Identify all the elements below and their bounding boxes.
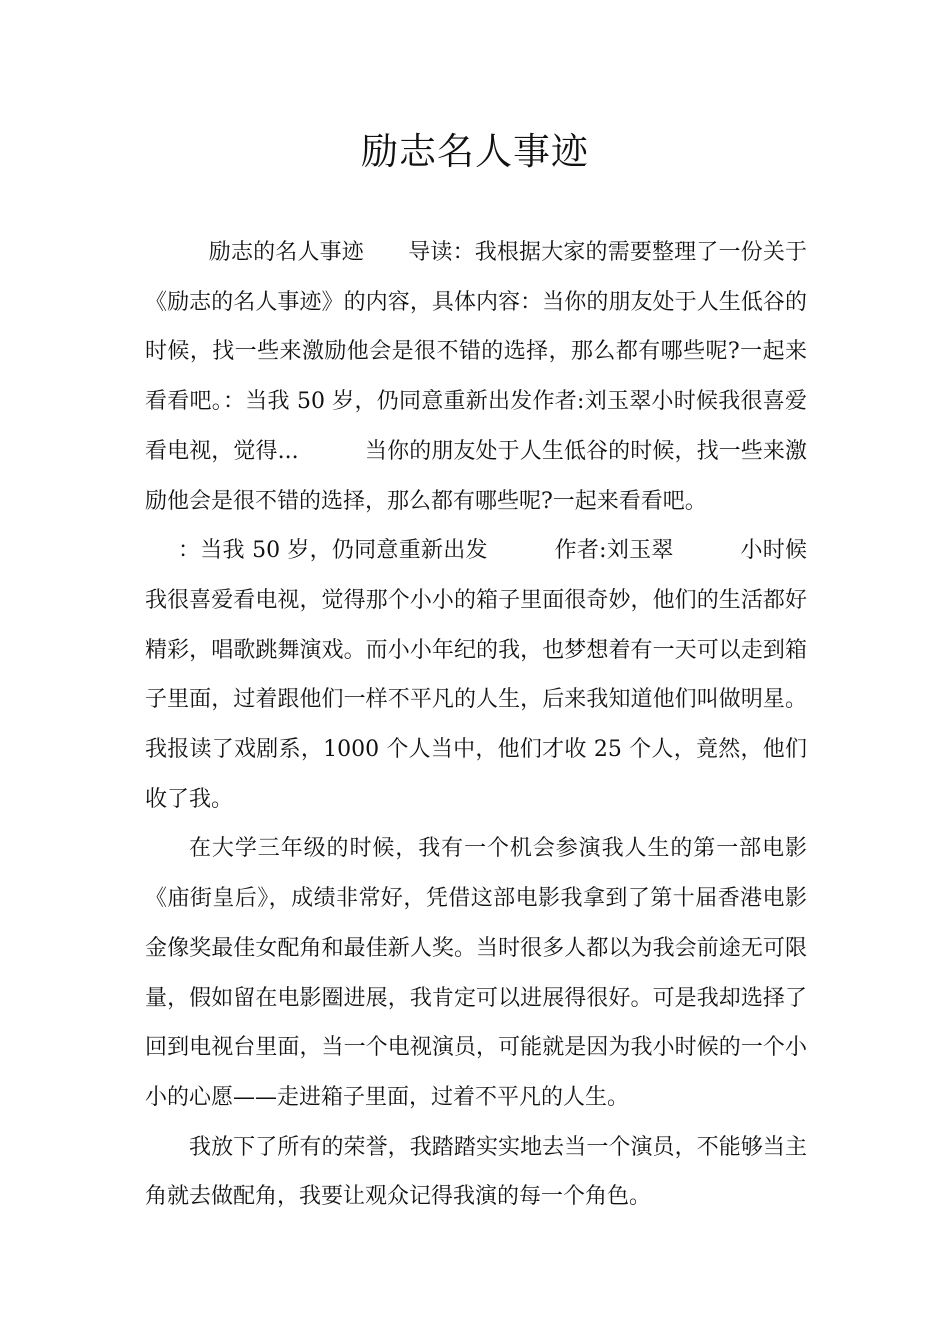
paragraph-university: 在大学三年级的时候，我有一个机会参演我人生的第一部电影《庙街皇后》，成绩非常好，凭借这部电影我拿到了第十届香港电影金像奖最佳女配角和最佳新人奖。当时很多人都以为我会前途无可限量，假如留在电影圈进展，我肯定可以进展得很好。可是我却选择了回到电视台里面，当一个电视演员，可能就是因为我小时候的一个小小的心愿——走进箱子里面，过着不平凡的人生。 (145, 836, 807, 1110)
paragraph-honors: 我放下了所有的荣誉，我踏踏实实地去当一个演员，不能够当主角就去做配角，我要让观众记得我演的每一个角色。 (145, 1134, 807, 1210)
paragraph-intro: 励志的名人事迹 导读：我根据大家的需要整理了一份关于《励志的名人事迹》的内容，具体内容：当你的朋友处于人生低谷的时候，找一些来激励他会是很不错的选择，那么都有哪些呢?一起来看看吧。：当我 50 岁，仍同意重新出发作者:刘玉翠小时候我很喜爱看电视，觉得... 当你的朋友处于人生低谷的时候，找一些来激励他会是很不错的选择，那么都有哪些呢?一起来看看吧。 (145, 240, 807, 514)
paragraph-childhood: ：当我 50 岁，仍同意重新出发 作者:刘玉翠 小时候我很喜爱看电视，觉得那个小小的箱子里面很奇妙，他们的生活都好精彩，唱歌跳舞演戏。而小小年纪的我，也梦想着有一天可以走到箱子里面，过着跟他们一样不平凡的人生，后来我知道他们叫做明星。我报读了戏剧系，1000 个人当中，他们才收 25 个人，竟然，他们收了我。 (145, 538, 807, 812)
document-title: 励志名人事迹 (361, 130, 589, 173)
document-body (145, 228, 807, 1222)
